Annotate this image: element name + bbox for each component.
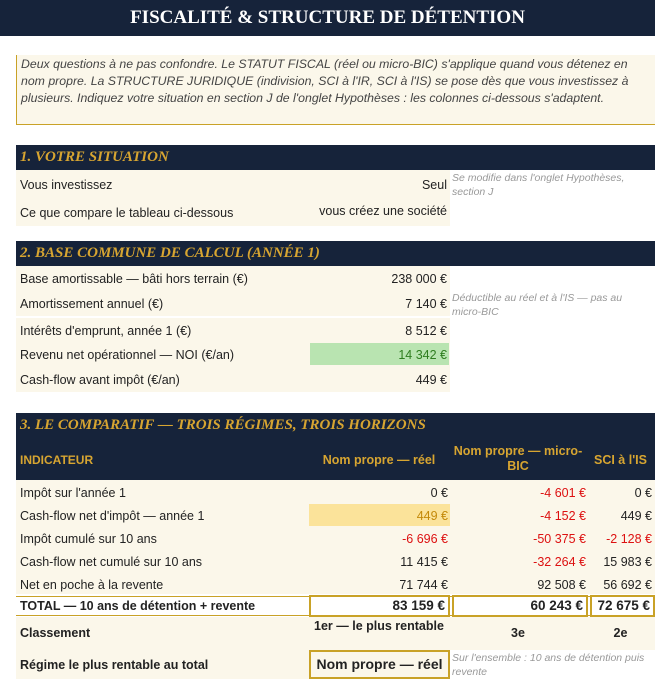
row-value: 14 342 € xyxy=(398,348,447,362)
cell-micro-bic: -4 601 € xyxy=(540,486,586,500)
table-row xyxy=(16,481,655,504)
base-row-amortissable xyxy=(16,266,450,291)
header-col-sci-is: SCI à l'IS xyxy=(594,453,647,467)
base-row-amortissement xyxy=(16,291,450,316)
header-col-micro-bic: Nom propre — micro-BIC xyxy=(453,444,583,473)
row-label: Régime le plus rentable au total xyxy=(20,658,209,672)
row-value: 8 512 € xyxy=(405,324,447,338)
best-regime-note: Sur l'ensemble : 10 ans de détention puis revente xyxy=(452,652,645,678)
row-label: Revenu net opérationnel — NOI (€/an) xyxy=(20,348,235,362)
cell-reel: 71 744 € xyxy=(399,578,448,592)
row-label: Vous investissez xyxy=(20,178,113,192)
base-row-cashflow xyxy=(16,367,450,392)
cell-reel: 449 € xyxy=(416,509,448,523)
rank-reel: 1er — le plus rentable xyxy=(314,619,444,633)
best-regime-value: Nom propre — réel xyxy=(309,650,450,679)
total-reel: 83 159 € xyxy=(309,595,450,617)
table-row xyxy=(16,504,655,527)
cell-reel: 0 € xyxy=(430,486,448,500)
row-note: Se modifie dans l'onglet Hypothèses, section J xyxy=(452,172,625,198)
row-label: Intérêts d'emprunt, année 1 (€) xyxy=(20,324,192,338)
row-label: Impôt sur l'année 1 xyxy=(20,486,126,500)
table-row xyxy=(16,527,655,550)
cell-sci-is: 15 983 € xyxy=(603,555,652,569)
row-label: Classement xyxy=(20,626,91,640)
table-row xyxy=(16,573,655,596)
cell-micro-bic: -50 375 € xyxy=(533,532,586,546)
row-label: Cash-flow avant impôt (€/an) xyxy=(20,373,180,387)
cell-reel: -6 696 € xyxy=(402,532,448,546)
page-title: FISCALITÉ & STRUCTURE DE DÉTENTION xyxy=(0,0,655,36)
cell-reel: 11 415 € xyxy=(400,555,448,569)
cell-micro-bic: 92 508 € xyxy=(537,578,586,592)
row-label: Base amortissable — bâti hors terrain (€) xyxy=(20,272,248,286)
section-3-header: 3. LE COMPARATIF — TROIS RÉGIMES, TROIS HORIZONS xyxy=(16,413,655,438)
table-row xyxy=(16,550,655,573)
cell-micro-bic: -4 152 € xyxy=(540,509,586,523)
row-value[interactable]: Seul xyxy=(421,178,447,192)
header-col-reel: Nom propre — réel xyxy=(322,453,436,467)
cell-micro-bic: -32 264 € xyxy=(533,555,586,569)
row-label: Cash-flow net cumulé sur 10 ans xyxy=(20,555,203,569)
cell-sci-is: -2 128 € xyxy=(606,532,652,546)
rank-sci-is: 2e xyxy=(613,626,628,640)
row-label: Ce que compare le tableau ci-dessous xyxy=(20,206,234,220)
cell-sci-is: 0 € xyxy=(634,486,652,500)
row-note: Déductible au réel et à l'IS — pas au micro-BIC xyxy=(452,292,623,318)
row-value: vous créez une société xyxy=(319,204,447,218)
row-label: Net en poche à la revente xyxy=(20,578,164,592)
total-micro-bic: 60 243 € xyxy=(452,595,588,617)
row-label: Cash-flow net d'impôt — année 1 xyxy=(20,509,205,523)
total-sci-is: 72 675 € xyxy=(590,595,655,617)
row-value: 7 140 € xyxy=(405,297,447,311)
comparison-table-header xyxy=(16,438,655,480)
table-row-classement xyxy=(16,617,655,650)
situation-row-compare xyxy=(16,198,450,226)
row-label: Amortissement annuel (€) xyxy=(20,297,164,311)
base-row-interets xyxy=(16,318,450,343)
rank-micro-bic: 3e xyxy=(511,626,525,640)
row-label: TOTAL — 10 ans de détention + revente xyxy=(20,599,256,613)
cell-sci-is: 449 € xyxy=(620,509,652,523)
row-label: Impôt cumulé sur 10 ans xyxy=(20,532,157,546)
cell-sci-is: 56 692 € xyxy=(603,578,652,592)
header-indicator: INDICATEUR xyxy=(20,453,94,467)
row-value: 449 € xyxy=(415,373,447,387)
row-value: 238 000 € xyxy=(391,272,447,286)
section-2-header: 2. BASE COMMUNE DE CALCUL (ANNÉE 1) xyxy=(16,241,655,266)
base-row-noi xyxy=(16,342,450,367)
section-1-header: 1. VOTRE SITUATION xyxy=(16,145,655,170)
intro-note: Deux questions à ne pas confondre. Le STATUT FISCAL (réel ou micro-BIC) s'applique quand vous détenez en nom propre. La STRUCTURE JURIDIQUE (indivision, SCI à l'IR, SCI à l'IS) se pose dès que vous investissez à plusieurs. Indiquez votre situation en section J de l'onglet Hypothèses : les colonnes ci-dessous s'adaptent. xyxy=(16,55,655,125)
situation-row-investor xyxy=(16,170,450,198)
